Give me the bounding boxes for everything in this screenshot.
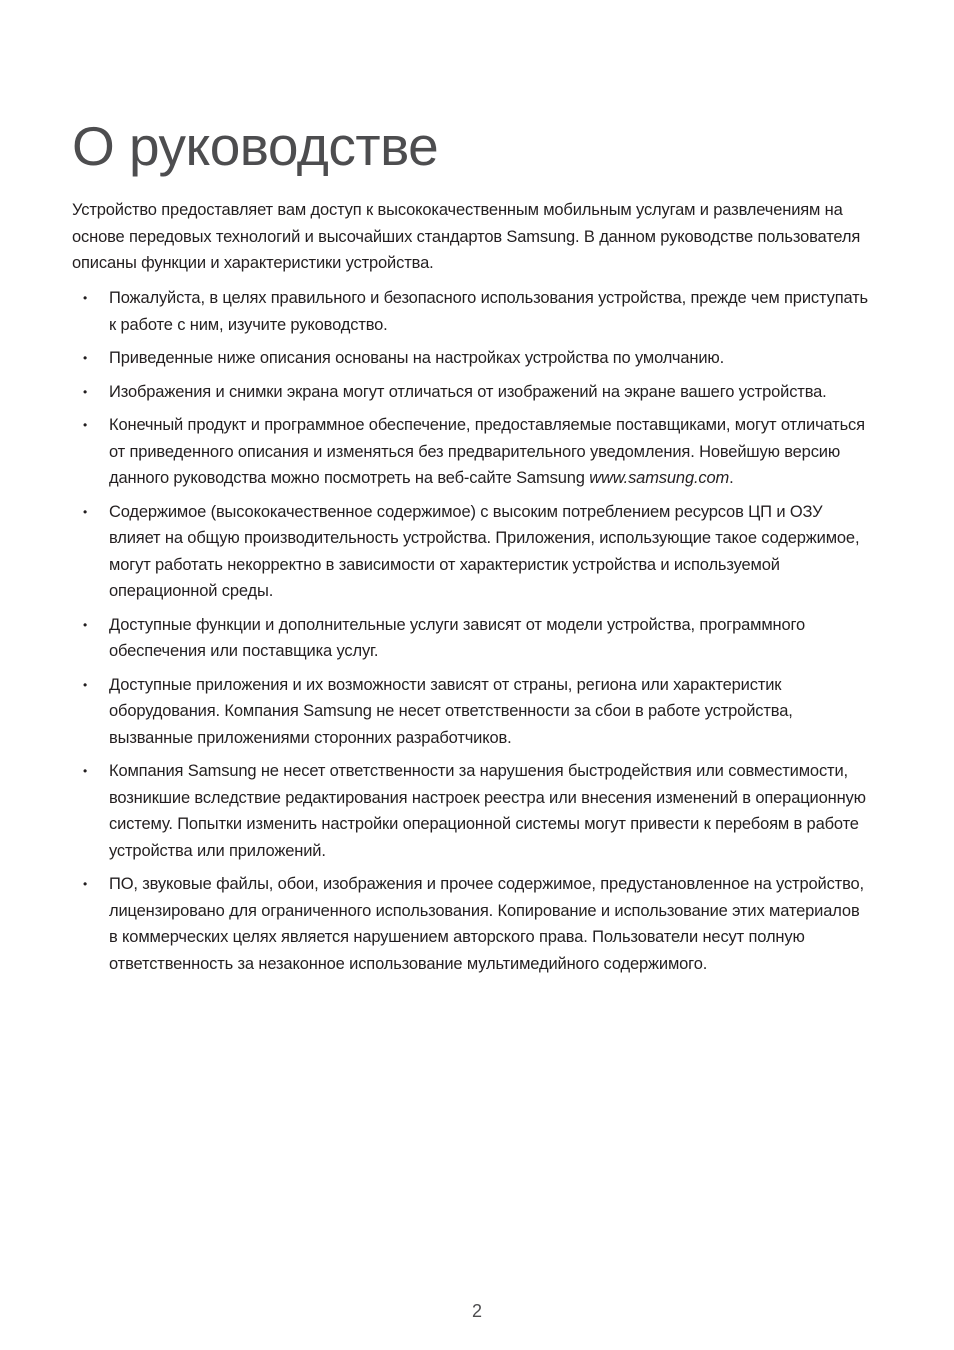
bullet-icon: • xyxy=(83,764,88,778)
list-item-text: Компания Samsung не несет ответственности за нарушения быстродействия или совместимости, возникшие вследствие редактирования настроек реестра или внесения изменений в операционную систему. Попытки изменить настройки операционной системы могут привести к перебоям в работе устройства или приложений. xyxy=(109,762,866,860)
intro-paragraph: Устройство предоставляет вам доступ к высококачественным мобильным услугам и развлечениям на основе передовых технологий и высочайших стандартов Samsung. В данном руководстве пользователя описаны функции и характеристики устройства. xyxy=(72,201,861,272)
list-item xyxy=(72,345,872,372)
bullet-icon: • xyxy=(83,291,88,305)
list-item-suffix: . xyxy=(729,469,734,487)
list-item xyxy=(72,379,872,406)
page-number: 2 xyxy=(471,1301,482,1321)
bullet-icon: • xyxy=(83,418,88,432)
page-title: О руководстве xyxy=(72,115,439,177)
bullet-icon: • xyxy=(83,504,88,519)
list-item-text: ПО, звуковые файлы, обои, изображения и прочее содержимое, предустановленное на устройство, лицензировано для ограниченного использования. Копирование и использование этих материалов в коммерческих целях является нарушением авторского права. Пользователи несут полную ответственность за незаконное использование мультимедийного содержимого. xyxy=(109,875,864,973)
list-item-text: Пожалуйста, в целях правильного и безопасного использования устройства, прежде чем приступать к работе с ним, изучите руководство. xyxy=(109,289,868,334)
list-item xyxy=(72,612,872,665)
list-item-text: Содержимое (высококачественное содержимое) с высоким потреблением ресурсов ЦП и ОЗУ влияет на общую производительность устройства. Приложения, использующие такое содержимое, могут работать некорректно в зависимости от характеристик устройства и используемой операционной среды. xyxy=(109,502,860,600)
list-item xyxy=(72,412,872,492)
list-item-text: Изображения и снимки экрана могут отличаться от изображений на экране вашего устройства. xyxy=(109,382,827,401)
list-item-text: Конечный продукт и программное обеспечение, предоставляемые поставщиками, могут отличаться от приведенного описания и изменяться без предварительного уведомления. Новейшую версию данного руководства можно посмотреть на веб-сайте Samsung xyxy=(109,416,865,487)
notes-list xyxy=(72,285,872,984)
list-item-text: Доступные функции и дополнительные услуги зависят от модели устройства, программного обеспечения или поставщика услуг. xyxy=(109,615,806,660)
website-link[interactable]: www.samsung.com xyxy=(589,469,730,487)
list-item xyxy=(72,758,872,864)
list-item xyxy=(72,499,872,605)
list-item xyxy=(72,285,872,338)
bullet-icon: • xyxy=(83,351,88,365)
list-item-text: Приведенные ниже описания основаны на настройках устройства по умолчанию. xyxy=(109,349,725,367)
bullet-icon: • xyxy=(83,877,88,891)
list-item xyxy=(72,871,872,977)
bullet-icon: • xyxy=(83,617,88,632)
list-item xyxy=(72,672,872,752)
bullet-icon: • xyxy=(83,384,88,399)
list-item-text: Доступные приложения и их возможности зависят от страны, региона или характеристик оборудования. Компания Samsung не несет ответственности за сбои в работе устройства, вызванные приложениями сторонних разработчиков. xyxy=(109,675,793,747)
bullet-icon: • xyxy=(83,677,88,692)
